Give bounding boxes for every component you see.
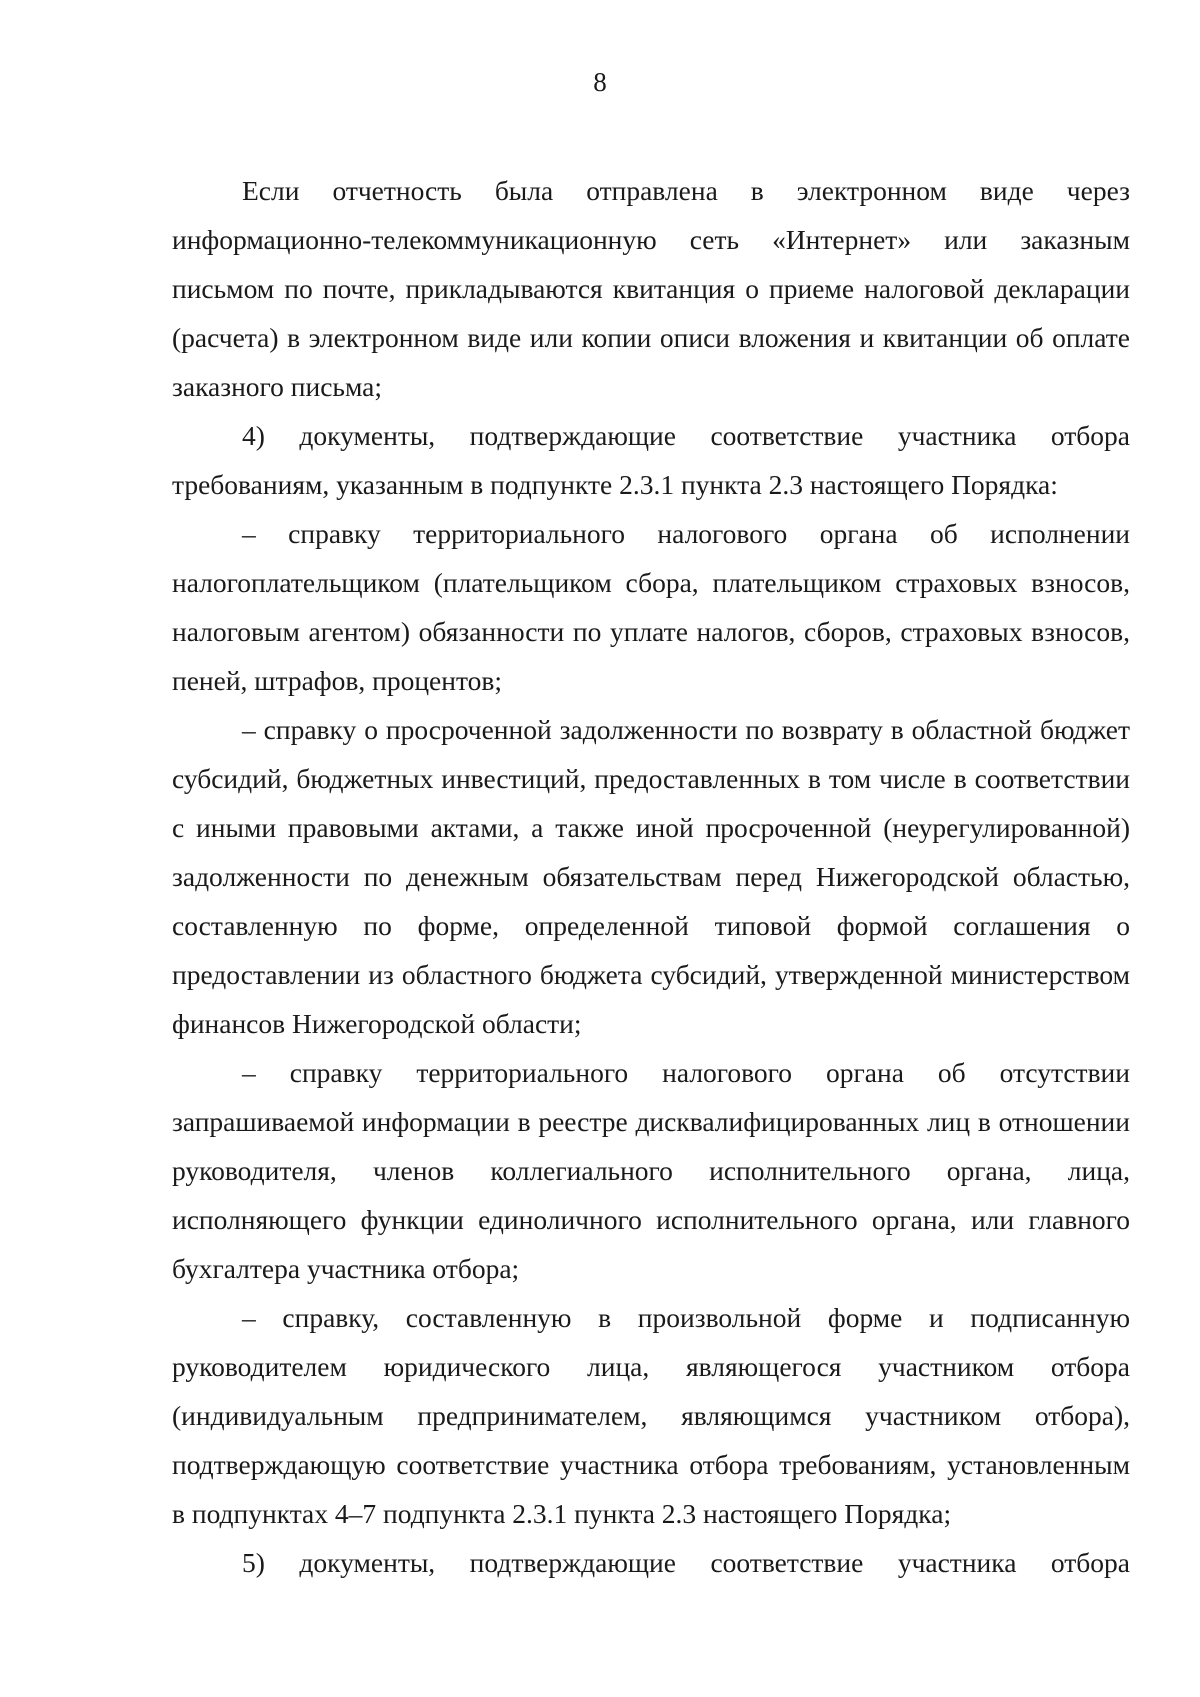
paragraph-reporting-submission: Если отчетность была отправлена в электронном виде через информационно-телекоммуникационную сеть «Интернет» или заказным письмом по почте, прикладываются квитанция о приеме налоговой декларации (расчета) в электронном виде или копии описи вложения и квитанции об оплате заказного письма; bbox=[172, 175, 1130, 402]
paragraph-item-4-documents: 4) документы, подтверждающие соответствие участника отбора требованиям, указанным в подпункте 2.3.1 пункта 2.3 настоящего Порядка: bbox=[172, 420, 1130, 500]
paragraph-item-5-documents: 5) документы, подтверждающие соответствие участника отбора bbox=[242, 1547, 1130, 1578]
page-number: 8 bbox=[593, 67, 607, 97]
paragraph-overdue-debt-certificate: – справку о просроченной задолженности по возврату в областной бюджет субсидий, бюджетных инвестиций, предоставленных в том числе в соответствии с иными правовыми актами, а также иной просроченной (неурегулированной) задолженности по денежным обязательствам перед Нижегородской областью, составленную по форме, определенной типовой формой соглашения о предоставлении из областного бюджета субсидий, утвержденной министерством финансов Нижегородской области; bbox=[172, 714, 1130, 1039]
paragraph-disqualified-persons-certificate: – справку территориального налогового органа об отсутствии запрашиваемой информации в реестре дисквалифицированных лиц в отношении руководителя, членов коллегиального исполнительного органа, лица, исполняющего функции единоличного исполнительного органа, или главного бухгалтера участника отбора; bbox=[172, 1057, 1130, 1284]
paragraph-compliance-certificate: – справку, составленную в произвольной форме и подписанную руководителем юридического лица, являющегося участником отбора (индивидуальным предпринимателем, являющимся участником отбора), подтверждающую соответствие участника отбора требованиям, установленным в подпунктах 4–7 подпункта 2.3.1 пункта 2.3 настоящего Порядка; bbox=[172, 1302, 1130, 1529]
document-body bbox=[172, 166, 1130, 1587]
paragraph-tax-obligations-certificate: – справку территориального налогового органа об исполнении налогоплательщиком (плательщиком сбора, плательщиком страховых взносов, налоговым агентом) обязанности по уплате налогов, сборов, страховых взносов, пеней, штрафов, процентов; bbox=[172, 518, 1130, 696]
